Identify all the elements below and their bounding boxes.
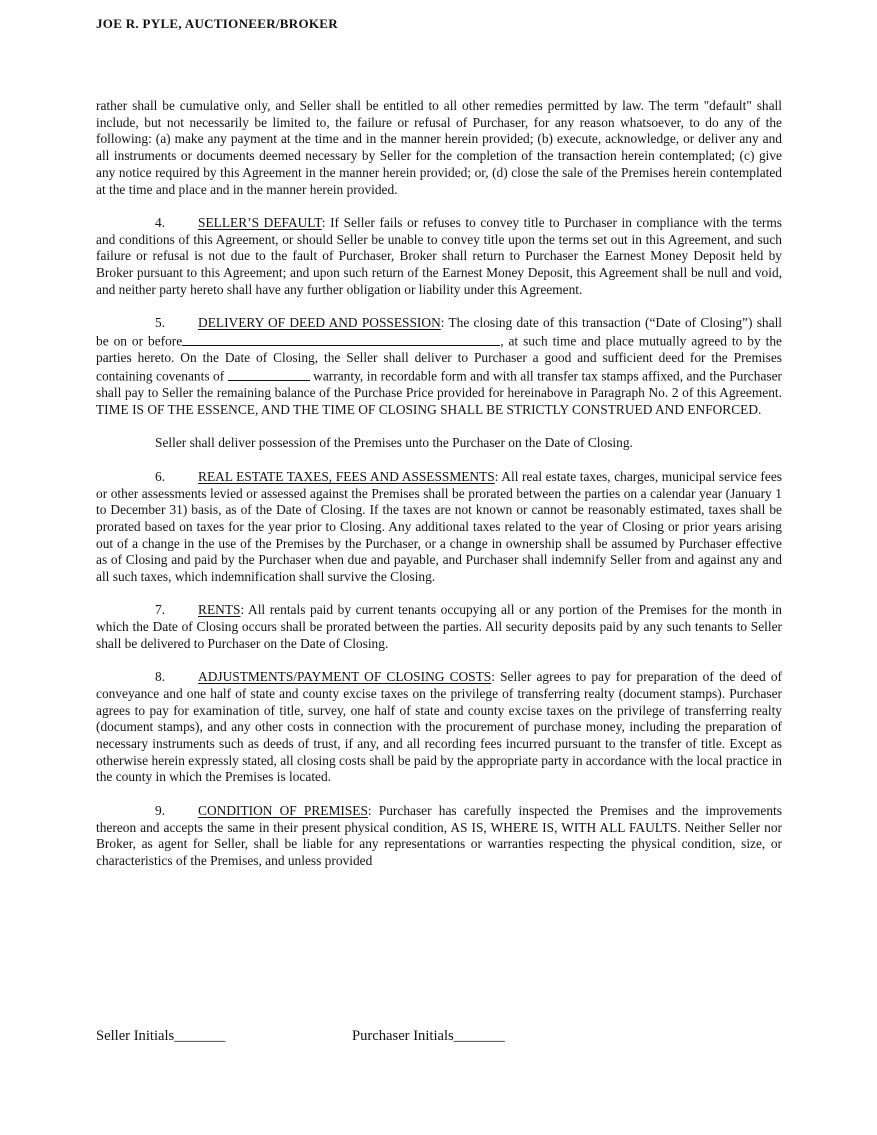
clause-7-body: : All rentals paid by current tenants occupying all or any portion of the Premises for the month in which the Date of Closing occurs shall be prorated between the parties. All security deposits paid by any such tenants to Seller shall be delivered to Purchaser on the Date of Closing. [96, 602, 782, 651]
clause-5-body-part1: : The closing date of this transaction (“Date of Closing”) shall be on or before [96, 315, 783, 349]
paragraph-possession: Seller shall deliver possession of the Premises unto the Purchaser on the Date of Closing. [155, 435, 633, 451]
clause-4-heading: SELLER’S DEFAULT [198, 214, 322, 230]
clause-9-body: : Purchaser has carefully inspected the Premises and the improvements thereon and accepts the same in their present physical condition, AS IS, WHERE IS, WITH ALL FAULTS. Neither Seller nor Broker, as agent for Seller, shall be liable for any representations or warranties respecting the physical condition, size, or characteristics of the Premises, and unless provided [96, 802, 782, 868]
clause-8-heading: ADJUSTMENTS/PAYMENT OF CLOSING COSTS [198, 669, 492, 685]
clause-4-number: 4. [155, 214, 166, 230]
paragraph-default-remedies: rather shall be cumulative only, and Seller shall be entitled to all other remedies permitted by law. The term "default" shall include, but not necessarily be limited to, the failure or refusal of Purchaser, for any reason whatsoever, to do any of the following: (a) make any payment at the time and in the manner herein provided; (b) execute, acknowledge, or deliver any and all instruments or documents deemed necessary by Seller for the completion of the transaction herein contemplated; (c) give any notice required by this Agreement in the manner herein provided; or, (d) close the sale of the Premises herein contemplated at the time and place and in the manner herein provided. [96, 98, 782, 197]
clause-5-delivery-of-deed [96, 315, 782, 419]
clause-5-body-part2: , at such time and place mutually agreed to by the parties hereto. On the Date of Closing, the Seller shall deliver to Purchaser a good and sufficient deed for the Premises containing covenants of [96, 333, 782, 384]
warranty-type-blank [228, 367, 310, 381]
purchaser-initials-label: Purchaser Initials [352, 1028, 454, 1044]
clause-6-heading: REAL ESTATE TAXES, FEES AND ASSESSMENTS [198, 468, 495, 484]
seller-initials-blank: _______ [174, 1028, 226, 1044]
purchaser-initials-blank: _______ [453, 1028, 505, 1044]
clause-7-number: 7. [155, 602, 166, 618]
purchaser-initials [352, 1028, 505, 1045]
clause-5-body-part3: warranty, in recordable form and with all transfer tax stamps affixed, and the Purchaser shall pay to Seller the remaining balance of the Purchase Price provided for hereinabove in Paragraph No. 2 of this Agreement. TIME IS OF THE ESSENCE, AND THE TIME OF CLOSING SHALL BE STRICTLY CONSTRUED AND ENFORCED. [96, 368, 783, 418]
clause-9-condition-of-premises [96, 803, 782, 870]
clause-9-number: 9. [155, 802, 166, 818]
clause-4-sellers-default [96, 215, 782, 299]
clause-7-heading: RENTS [198, 602, 241, 618]
initials-footer [96, 1028, 782, 1052]
clause-5-number: 5. [155, 315, 166, 331]
clause-8-adjustments-closing-costs [96, 669, 782, 786]
closing-date-blank [182, 332, 500, 346]
clause-8-number: 8. [155, 669, 166, 685]
clause-7-rents [96, 602, 782, 652]
clause-6-number: 6. [155, 468, 166, 484]
broker-header: JOE R. PYLE, AUCTIONEER/BROKER [96, 16, 338, 31]
seller-initials [96, 1028, 225, 1045]
seller-initials-label: Seller Initials [96, 1028, 175, 1044]
clause-4-body: : If Seller fails or refuses to convey title to Purchaser in compliance with the terms and conditions of this Agreement, or should Seller be unable to convey title upon the terms set out in this Agreement, and such failure or refusal is not due to the fault of Purchaser, Broker shall return to Purchaser the Earnest Money Deposit held by Broker pursuant to this Agreement; and upon such return of the Earnest Money Deposit, this Agreement shall be null and void, and neither party hereto shall have any further obligation or liability under this Agreement. [96, 214, 782, 297]
clause-6-body: : All real estate taxes, charges, municipal service fees or other assessments levied or assessed against the Premises shall be prorated between the parties on a calendar year (January 1 to December 31) basis, as of the Date of Closing. If the taxes are not known or cannot be reasonably estimated, taxes shall be prorated based on taxes for the year prior to Closing. Any additional taxes related to the year of Closing or prior years arising out of a change in the use of the Premises by the Purchaser, or a change in ownership shall be assumed by Purchaser effective as of Closing and paid by the Purchaser when due and payable, and Purchaser shall indemnify Seller from and against any and all such taxes, which indemnification shall survive the Closing. [96, 468, 782, 585]
document-body [96, 98, 782, 886]
clause-5-heading: DELIVERY OF DEED AND POSSESSION [198, 315, 441, 331]
clause-8-body: : Seller agrees to pay for preparation of the deed of conveyance and one half of state and county excise taxes on the privilege of transferring realty (document stamps). Purchaser agrees to pay for examination of title, survey, one half of state and county excise taxes on the privilege of transferring realty (document stamps), and any other costs in connection with the procurement of purchase money, including the preparation of necessary instruments such as deeds of trust, if any, and all recording fees incurred pursuant to the transfer of title. Except as otherwise herein expressly stated, all closing costs shall be paid by the appropriate party in accordance with the local practice in the county in which the Premises is located. [96, 669, 783, 785]
clause-9-heading: CONDITION OF PREMISES [198, 802, 368, 818]
clause-6-real-estate-taxes [96, 469, 782, 586]
